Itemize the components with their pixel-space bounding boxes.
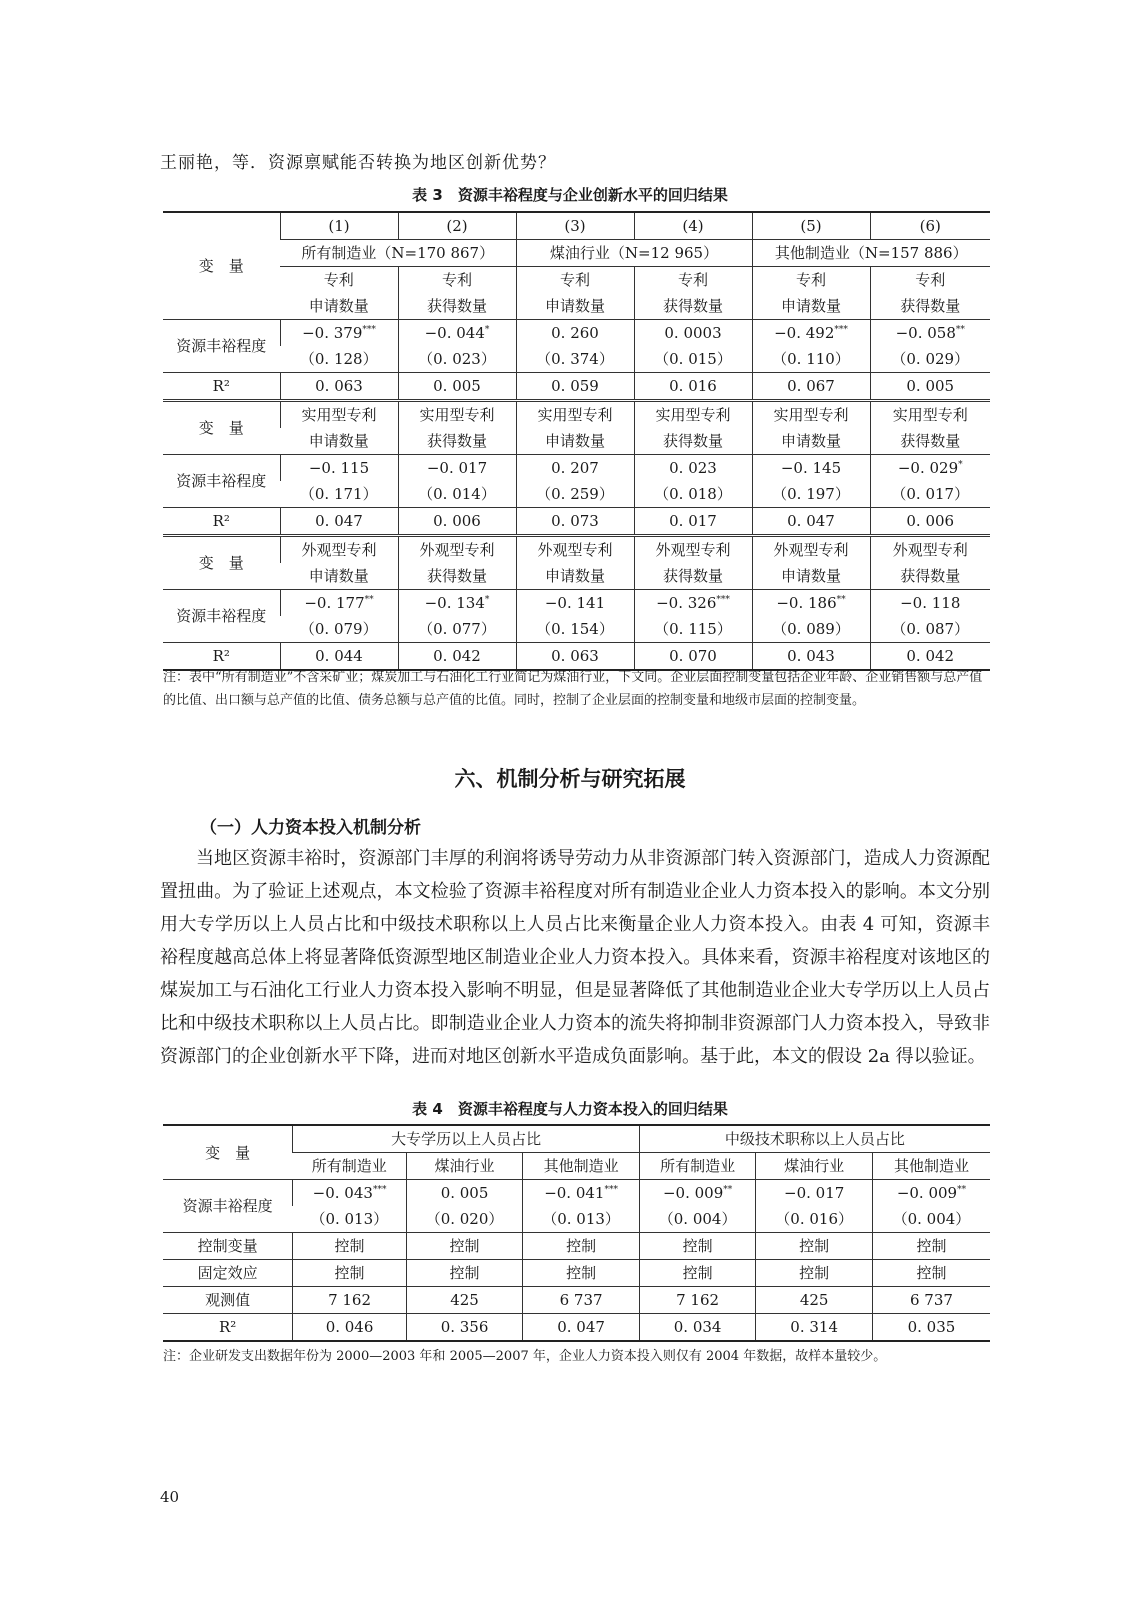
se-cell: （0. 013）	[523, 1206, 640, 1233]
se-cell: （0. 087）	[870, 616, 990, 643]
se-cell: （0. 013）	[293, 1206, 406, 1233]
coef-cell: −0. 009**	[639, 1180, 756, 1207]
coef-cell: −0. 492***	[752, 320, 870, 347]
body-paragraph: 当地区资源丰裕时，资源部门丰厚的利润将诱导劳动力从非资源部门转入资源部门，造成人力资源配置扭曲。为了验证上述观点，本文检验了资源丰裕程度对所有制造业企业人力资本投入的影响。本文分别用大专学历以上人员占比和中级技术职称以上人员占比来衡量企业人力资本投入。由表 4 可知，资源丰裕程度越高总体上将显著降低资源型地区制造业企业人力资本投入。具体来看，资源丰裕程度对该地区的煤炭加工与石油化工行业人力资本投入影响不明显，但是显著降低了其他制造业企业大专学历以上人员占比和中级技术职称以上人员占比。即制造业企业人力资本的流失将抑制非资源部门人力资本投入，导致非资源部门的企业创新水平下降，进而对地区创新水平造成负面影响。基于此，本文的假设 2a 得以验证。	[160, 848, 990, 1067]
group-header: 煤油行业（N=12 965）	[516, 240, 752, 267]
coef-cell: 0. 005	[406, 1180, 523, 1207]
coef-cell: −0. 141	[516, 590, 634, 617]
col-number: (5)	[752, 212, 870, 240]
coef-cell: −0. 029*	[870, 455, 990, 482]
r2-label: R²	[163, 643, 280, 671]
se-cell: （0. 110）	[752, 346, 870, 373]
dv-header-line1: 实用型专利	[516, 401, 634, 429]
dv-header-line2: 获得数量	[398, 563, 516, 590]
table-cell: 控制	[639, 1260, 756, 1287]
table-cell: 6 737	[872, 1287, 990, 1314]
dv-header-line1: 外观型专利	[398, 536, 516, 564]
dv-header-line2: 申请数量	[752, 293, 870, 320]
coef-cell: 0. 260	[516, 320, 634, 347]
r2-cell: 0. 016	[634, 373, 752, 401]
running-header: 王丽艳，等．资源禀赋能否转换为地区创新优势？	[160, 153, 556, 173]
sub-header: 所有制造业	[293, 1153, 406, 1180]
sub-header: 其他制造业	[872, 1153, 990, 1180]
coef-cell: −0. 186**	[752, 590, 870, 617]
row-label: 固定效应	[163, 1260, 293, 1287]
dv-header-line2: 申请数量	[280, 293, 398, 320]
table-cell: 控制	[293, 1233, 406, 1260]
se-cell: （0. 154）	[516, 616, 634, 643]
table-cell: 控制	[406, 1233, 523, 1260]
se-cell: （0. 171）	[280, 481, 398, 508]
dv-header-line1: 实用型专利	[280, 401, 398, 429]
r2-cell: 0. 043	[752, 643, 870, 671]
r2-label: R²	[163, 508, 280, 536]
col-number: (3)	[516, 212, 634, 240]
table3	[163, 211, 990, 671]
sub-header: 所有制造业	[639, 1153, 756, 1180]
se-cell: （0. 023）	[398, 346, 516, 373]
dv-header-line1: 外观型专利	[870, 536, 990, 564]
dv-header-line1: 专利	[516, 267, 634, 294]
r2-cell: 0. 047	[752, 508, 870, 536]
table-cell: 控制	[523, 1260, 640, 1287]
dv-header-line1: 外观型专利	[634, 536, 752, 564]
table-cell: 控制	[756, 1260, 873, 1287]
se-cell: （0. 115）	[634, 616, 752, 643]
coef-cell: −0. 115	[280, 455, 398, 482]
table-cell: 0. 047	[523, 1314, 640, 1342]
col-number: (4)	[634, 212, 752, 240]
dv-header-line2: 申请数量	[752, 563, 870, 590]
r2-cell: 0. 047	[280, 508, 398, 536]
row-label: 资源丰裕程度	[163, 1180, 293, 1233]
table-cell: 控制	[523, 1233, 640, 1260]
coef-cell: 0. 0003	[634, 320, 752, 347]
group-header: 所有制造业（N=170 867）	[280, 240, 516, 267]
r2-cell: 0. 063	[280, 373, 398, 401]
table-cell: 0. 356	[406, 1314, 523, 1342]
row-label: 资源丰裕程度	[163, 590, 280, 643]
se-cell: （0. 020）	[406, 1206, 523, 1233]
table3-var-label: 变 量	[163, 212, 280, 320]
coef-cell: 0. 023	[634, 455, 752, 482]
col-number: (6)	[870, 212, 990, 240]
dv-header-line1: 专利	[398, 267, 516, 294]
se-cell: （0. 014）	[398, 481, 516, 508]
dv-header-line2: 申请数量	[516, 293, 634, 320]
dv-header-line1: 外观型专利	[280, 536, 398, 564]
se-cell: （0. 079）	[280, 616, 398, 643]
table-cell: 425	[406, 1287, 523, 1314]
dv-header-line2: 获得数量	[398, 428, 516, 455]
table-cell: 0. 034	[639, 1314, 756, 1342]
dv-header-line1: 外观型专利	[516, 536, 634, 564]
dv-header-line1: 实用型专利	[634, 401, 752, 429]
coef-cell: −0. 044*	[398, 320, 516, 347]
col-number: (1)	[280, 212, 398, 240]
dv-header-line1: 专利	[634, 267, 752, 294]
coef-cell: −0. 041***	[523, 1180, 640, 1207]
table-cell: 控制	[872, 1233, 990, 1260]
dv-header-line1: 实用型专利	[870, 401, 990, 429]
dv-header-line1: 专利	[870, 267, 990, 294]
subsection-title: （一）人力资本投入机制分析	[200, 818, 421, 838]
dv-header-line2: 申请数量	[280, 563, 398, 590]
r2-cell: 0. 044	[280, 643, 398, 671]
se-cell: （0. 015）	[634, 346, 752, 373]
coef-cell: −0. 326***	[634, 590, 752, 617]
se-cell: （0. 259）	[516, 481, 634, 508]
r2-cell: 0. 005	[398, 373, 516, 401]
se-cell: （0. 004）	[872, 1206, 990, 1233]
r2-cell: 0. 006	[870, 508, 990, 536]
table-cell: 425	[756, 1287, 873, 1314]
sub-header: 煤油行业	[406, 1153, 523, 1180]
r2-label: R²	[163, 373, 280, 401]
col-number: (2)	[398, 212, 516, 240]
table-cell: 控制	[406, 1260, 523, 1287]
se-cell: （0. 016）	[756, 1206, 873, 1233]
sub-header: 煤油行业	[756, 1153, 873, 1180]
r2-cell: 0. 073	[516, 508, 634, 536]
se-cell: （0. 004）	[639, 1206, 756, 1233]
dv-header-line2: 申请数量	[516, 428, 634, 455]
dv-header-line2: 获得数量	[870, 563, 990, 590]
table-cell: 0. 314	[756, 1314, 873, 1342]
se-cell: （0. 374）	[516, 346, 634, 373]
coef-cell: −0. 017	[756, 1180, 873, 1207]
row-label: 资源丰裕程度	[163, 320, 280, 373]
row-label: 控制变量	[163, 1233, 293, 1260]
dv-header-line2: 申请数量	[752, 428, 870, 455]
coef-cell: −0. 017	[398, 455, 516, 482]
r2-cell: 0. 042	[398, 643, 516, 671]
dv-header-line1: 专利	[752, 267, 870, 294]
table3-note: 注：表中“所有制造业”不含采矿业；煤炭加工与石油化工行业简记为煤油行业，下文同。企业层面控制变量包括企业年龄、企业销售额与总产值的比值、出口额与总产值的比值、债务总额与总产值的比值。同时，控制了企业层面的控制变量和地级市层面的控制变量。	[163, 670, 983, 708]
dv-header-line2: 获得数量	[398, 293, 516, 320]
table4-note: 注：企业研发支出数据年份为 2000—2003 年和 2005—2007 年，企业人力资本投入则仅有 2004 年数据，故样本量较少。	[163, 1349, 887, 1364]
sub-header: 其他制造业	[523, 1153, 640, 1180]
dv-header-line2: 申请数量	[516, 563, 634, 590]
table3-title: 表 3 资源丰裕程度与企业创新水平的回归结果	[412, 186, 728, 204]
group-header: 其他制造业（N=157 886）	[752, 240, 990, 267]
coef-cell: −0. 058**	[870, 320, 990, 347]
coef-cell: −0. 118	[870, 590, 990, 617]
table-cell: 0. 035	[872, 1314, 990, 1342]
dv-header-line2: 获得数量	[634, 293, 752, 320]
table-cell: 控制	[639, 1233, 756, 1260]
row-label: R²	[163, 1314, 293, 1342]
r2-cell: 0. 059	[516, 373, 634, 401]
se-cell: （0. 089）	[752, 616, 870, 643]
coef-cell: −0. 009**	[872, 1180, 990, 1207]
coef-cell: −0. 177**	[280, 590, 398, 617]
dv-header-line1: 外观型专利	[752, 536, 870, 564]
coef-cell: −0. 134*	[398, 590, 516, 617]
table4	[163, 1124, 990, 1342]
table4-title: 表 4 资源丰裕程度与人力资本投入的回归结果	[412, 1100, 728, 1118]
dv-header-line1: 实用型专利	[752, 401, 870, 429]
coef-cell: −0. 043***	[293, 1180, 406, 1207]
dv-header-line2: 获得数量	[870, 293, 990, 320]
group-header: 中级技术职称以上人员占比	[639, 1125, 990, 1153]
group-header: 大专学历以上人员占比	[293, 1125, 640, 1153]
page-number: 40	[160, 1488, 180, 1506]
dv-header-line2: 获得数量	[634, 428, 752, 455]
dv-header-line2: 获得数量	[634, 563, 752, 590]
table-cell: 控制	[872, 1260, 990, 1287]
coef-cell: −0. 145	[752, 455, 870, 482]
r2-cell: 0. 067	[752, 373, 870, 401]
r2-cell: 0. 017	[634, 508, 752, 536]
coef-cell: 0. 207	[516, 455, 634, 482]
se-cell: （0. 017）	[870, 481, 990, 508]
table-cell: 0. 046	[293, 1314, 406, 1342]
se-cell: （0. 197）	[752, 481, 870, 508]
r2-cell: 0. 006	[398, 508, 516, 536]
dv-header-line2: 获得数量	[870, 428, 990, 455]
se-cell: （0. 128）	[280, 346, 398, 373]
dv-header-line1: 专利	[323, 271, 354, 289]
se-cell: （0. 077）	[398, 616, 516, 643]
table-cell: 7 162	[639, 1287, 756, 1314]
dv-header-line1: 实用型专利	[398, 401, 516, 429]
section-title: 六、机制分析与研究拓展	[454, 767, 686, 791]
se-cell: （0. 018）	[634, 481, 752, 508]
table-cell: 控制	[756, 1233, 873, 1260]
r2-cell: 0. 042	[870, 643, 990, 671]
table-cell: 6 737	[523, 1287, 640, 1314]
table-cell: 7 162	[293, 1287, 406, 1314]
r2-cell: 0. 005	[870, 373, 990, 401]
se-cell: （0. 029）	[870, 346, 990, 373]
coef-cell: −0. 379***	[280, 320, 398, 347]
table3-var-label: 变 量	[163, 536, 280, 590]
row-label: 观测值	[163, 1287, 293, 1314]
table4-var-label: 变 量	[163, 1125, 293, 1180]
dv-header-line2: 申请数量	[280, 428, 398, 455]
r2-cell: 0. 070	[634, 643, 752, 671]
table-cell: 控制	[293, 1260, 406, 1287]
row-label: 资源丰裕程度	[163, 455, 280, 508]
r2-cell: 0. 063	[516, 643, 634, 671]
table3-var-label: 变 量	[163, 401, 280, 455]
